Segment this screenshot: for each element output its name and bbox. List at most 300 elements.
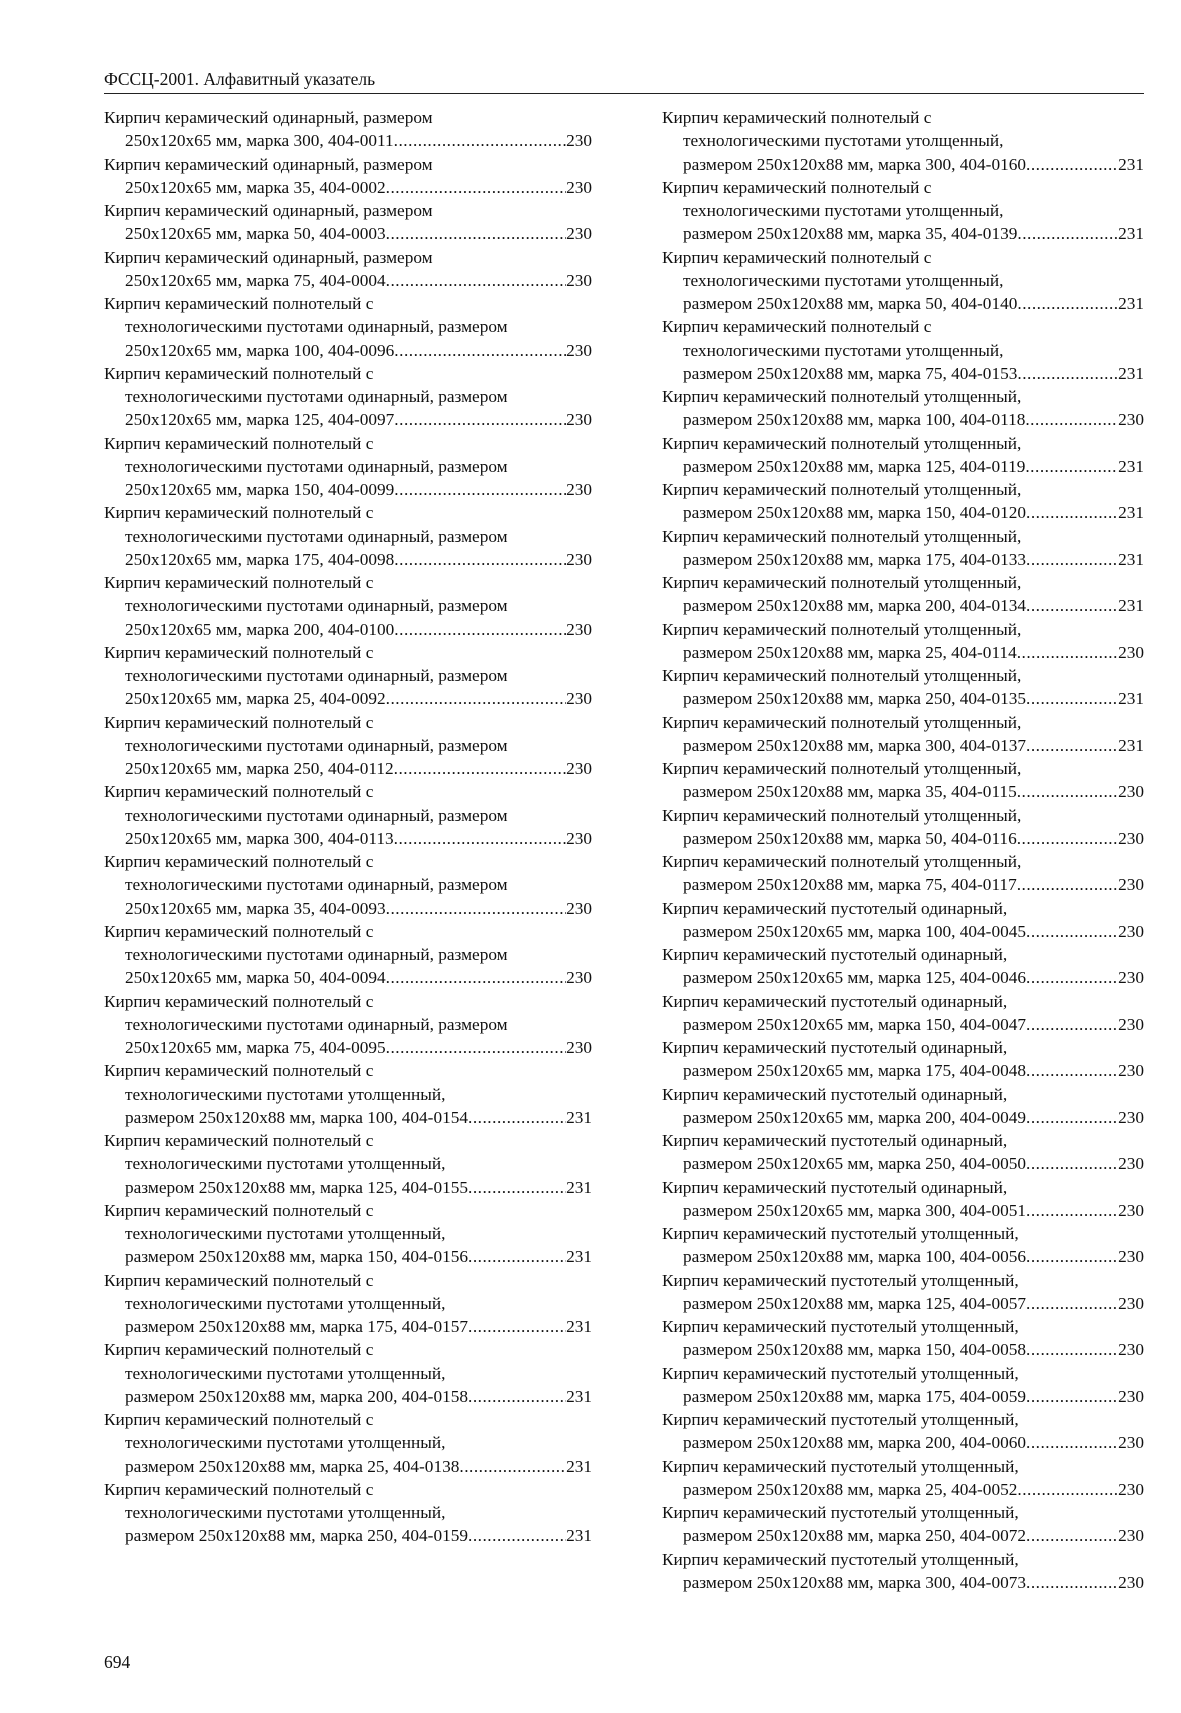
entry-page-ref: 231 [1118, 224, 1144, 244]
index-entry [662, 1315, 1144, 1362]
dot-leader [1017, 641, 1118, 664]
entry-heading: Кирпич керамический пустотелый утолщенный, [662, 1224, 1019, 1243]
entry-detail: 250x120x65 мм, марка 35, 404-0093 [125, 898, 386, 918]
entry-page-ref: 230 [1118, 1479, 1144, 1499]
dot-leader [1026, 920, 1118, 943]
dot-leader [1026, 1292, 1118, 1315]
dot-leader [1025, 455, 1118, 478]
entry-detail: размером 250x120x88 мм, марка 25, 404-0052 [683, 1479, 1018, 1499]
entry-detail: размером 250x120x88 мм, марка 300, 404-0137 [683, 735, 1027, 755]
entry-detail: размером 250x120x88 мм, марка 125, 404-0119 [683, 456, 1026, 476]
entry-detail: размером 250x120x65 мм, марка 250, 404-0050 [683, 1154, 1027, 1174]
entry-page-ref: 230 [1118, 782, 1144, 802]
entry-last-line [662, 222, 1144, 245]
dot-leader [394, 548, 566, 571]
index-entry [104, 292, 592, 362]
entry-heading: Кирпич керамический полнотелый с [104, 1061, 374, 1081]
dot-leader [394, 339, 566, 362]
entry-heading: Кирпич керамический полнотелый утолщенный, [662, 433, 1022, 453]
dot-leader [1026, 1571, 1118, 1594]
entry-detail: 250x120x65 мм, марка 75, 404-0095 [125, 1038, 386, 1057]
entry-last-line [104, 548, 592, 571]
entry-page-ref: 231 [1118, 596, 1144, 616]
entry-heading: Кирпич керамический одинарный, размером [104, 108, 433, 127]
entry-heading: Кирпич керамический полнотелый с [104, 1270, 374, 1290]
entry-page-ref: 231 [1118, 294, 1144, 313]
index-entry [662, 1501, 1144, 1548]
entry-continuation: технологическими пустотами утолщенный, [125, 1363, 446, 1383]
dot-leader [468, 1176, 566, 1199]
running-header: ФССЦ-2001. Алфавитный указатель [104, 69, 376, 89]
entry-heading: Кирпич керамический полнотелый утолщенный, [662, 759, 1022, 778]
dot-leader [1026, 1431, 1118, 1454]
index-entry [104, 199, 592, 246]
entry-last-line [104, 129, 592, 152]
entry-heading: Кирпич керамический полнотелый утолщенный, [662, 573, 1022, 592]
entry-continuation: технологическими пустотами одинарный, размером [125, 666, 508, 685]
entry-heading: Кирпич керамический полнотелый с [104, 363, 374, 383]
entry-continuation: технологическими пустотами одинарный, размером [125, 387, 508, 406]
entry-last-line [104, 1455, 592, 1478]
entry-detail: размером 250x120x88 мм, марка 100, 404-0056 [683, 1247, 1027, 1267]
entry-continuation: технологическими пустотами утолщенный, [125, 1224, 446, 1243]
entry-heading: Кирпич керамический пустотелый утолщенный, [662, 1270, 1019, 1290]
entry-heading: Кирпич керамический одинарный, размером [104, 154, 433, 174]
entry-last-line [104, 1524, 592, 1547]
entry-detail: размером 250x120x65 мм, марка 100, 404-0045 [683, 921, 1027, 941]
entry-last-line [662, 1199, 1144, 1222]
entry-page-ref: 230 [566, 480, 592, 499]
index-entry [104, 246, 592, 293]
dot-leader [394, 129, 566, 152]
entry-page-ref: 231 [1118, 154, 1144, 174]
dot-leader [386, 176, 566, 199]
dot-leader [1026, 1013, 1118, 1036]
entry-page-ref: 231 [566, 1107, 592, 1127]
entry-detail: 250x120x65 мм, марка 75, 404-0004 [125, 270, 386, 290]
dot-leader [394, 478, 566, 501]
dot-leader [1026, 1106, 1118, 1129]
index-entry [104, 1129, 592, 1199]
index-entry [104, 571, 592, 641]
entry-detail: размером 250x120x88 мм, марка 250, 404-0159 [125, 1526, 469, 1546]
dot-leader [386, 897, 566, 920]
index-entry [662, 106, 1144, 176]
entry-detail: размером 250x120x65 мм, марка 125, 404-0046 [683, 968, 1027, 988]
entry-continuation: технологическими пустотами одинарный, размером [125, 875, 508, 895]
entry-heading: Кирпич керамический полнотелый утолщенный, [662, 526, 1022, 546]
index-entry [104, 1338, 592, 1408]
entry-heading: Кирпич керамический полнотелый с [104, 1340, 374, 1360]
entry-page-ref: 230 [1118, 1340, 1144, 1360]
index-entry [662, 618, 1144, 665]
entry-detail: размером 250x120x88 мм, марка 35, 404-0115 [683, 782, 1017, 802]
entry-detail: размером 250x120x88 мм, марка 75, 404-0153 [683, 363, 1018, 383]
index-entry [662, 1269, 1144, 1316]
entry-last-line [662, 455, 1144, 478]
dot-leader [1025, 408, 1118, 431]
dot-leader [1017, 292, 1118, 315]
entry-page-ref: 231 [1118, 689, 1144, 709]
entry-last-line [662, 827, 1144, 850]
entry-continuation: технологическими пустотами одинарный, размером [125, 596, 508, 616]
index-entry [104, 1408, 592, 1478]
entry-heading: Кирпич керамический пустотелый утолщенный, [662, 1503, 1019, 1522]
entry-heading: Кирпич керамический полнотелый с [662, 247, 932, 267]
index-entry [662, 897, 1144, 944]
entry-heading: Кирпич керамический пустотелый одинарный, [662, 1177, 1008, 1197]
entry-page-ref: 230 [566, 340, 592, 360]
dot-leader [394, 757, 566, 780]
entry-heading: Кирпич керамический пустотелый утолщенный, [662, 1549, 1019, 1569]
dot-leader [1026, 1059, 1118, 1082]
entry-heading: Кирпич керамический полнотелый с [104, 1131, 374, 1150]
entry-detail: 250x120x65 мм, марка 100, 404-0096 [125, 340, 395, 360]
entry-detail: размером 250x120x65 мм, марка 150, 404-0047 [683, 1014, 1027, 1034]
dot-leader [1026, 687, 1118, 710]
entry-heading: Кирпич керамический полнотелый с [104, 852, 374, 871]
entry-heading: Кирпич керамический одинарный, размером [104, 201, 433, 220]
entry-page-ref: 230 [566, 689, 592, 709]
entry-last-line [662, 1571, 1144, 1594]
entry-heading: Кирпич керамический пустотелый одинарный, [662, 1038, 1008, 1057]
dot-leader [1026, 1245, 1118, 1268]
entry-continuation: технологическими пустотами одинарный, размером [125, 1014, 508, 1034]
entry-last-line [104, 269, 592, 292]
index-entry [662, 664, 1144, 711]
dot-leader [468, 1245, 566, 1268]
index-column-right [662, 106, 1144, 1594]
entry-last-line [662, 920, 1144, 943]
index-entry [104, 990, 592, 1060]
entry-last-line [662, 153, 1144, 176]
entry-continuation: технологическими пустотами утолщенный, [125, 1084, 446, 1104]
entry-detail: размером 250x120x65 мм, марка 200, 404-0049 [683, 1107, 1027, 1127]
dot-leader [394, 618, 566, 641]
entry-detail: 250x120x65 мм, марка 175, 404-0098 [125, 549, 395, 569]
entry-detail: 250x120x65 мм, марка 200, 404-0100 [125, 619, 395, 639]
entry-detail: 250x120x65 мм, марка 250, 404-0112 [125, 759, 394, 778]
entry-detail: размером 250x120x88 мм, марка 50, 404-0140 [683, 294, 1018, 313]
entry-last-line [662, 408, 1144, 431]
entry-detail: размером 250x120x88 мм, марка 300, 404-0073 [683, 1572, 1027, 1592]
index-entry [662, 1362, 1144, 1409]
entry-last-line [662, 501, 1144, 524]
index-entry [662, 1408, 1144, 1455]
entry-heading: Кирпич керамический полнотелый с [104, 503, 374, 523]
entry-page-ref: 231 [566, 1247, 592, 1267]
entry-detail: 250x120x65 мм, марка 35, 404-0002 [125, 177, 386, 197]
dot-leader [1026, 966, 1118, 989]
index-entry [104, 362, 592, 432]
entry-heading: Кирпич керамический полнотелый утолщенный, [662, 852, 1022, 871]
entry-detail: размером 250x120x88 мм, марка 35, 404-0139 [683, 224, 1018, 244]
entry-last-line [662, 548, 1144, 571]
index-entry [662, 1083, 1144, 1130]
entry-page-ref: 230 [566, 1038, 592, 1057]
dot-leader [468, 1106, 566, 1129]
entry-detail: размером 250x120x88 мм, марка 125, 404-0057 [683, 1293, 1027, 1313]
entry-heading: Кирпич керамический пустотелый утолщенный, [662, 1317, 1019, 1336]
index-entry [104, 153, 592, 200]
entry-page-ref: 230 [566, 828, 592, 848]
entry-last-line [662, 594, 1144, 617]
entry-last-line [662, 1013, 1144, 1036]
entry-page-ref: 230 [1118, 1386, 1144, 1406]
entry-page-ref: 230 [1118, 410, 1144, 430]
entry-detail: 250x120x65 мм, марка 50, 404-0003 [125, 224, 386, 244]
entry-last-line [662, 1106, 1144, 1129]
entry-last-line [104, 966, 592, 989]
dot-leader [1017, 1478, 1118, 1501]
dot-leader [1026, 1152, 1118, 1175]
dot-leader [394, 408, 566, 431]
dot-leader [459, 1455, 566, 1478]
entry-last-line [662, 1245, 1144, 1268]
entry-page-ref: 230 [1118, 1200, 1144, 1220]
entry-page-ref: 230 [1118, 875, 1144, 895]
dot-leader [468, 1524, 566, 1547]
entry-heading: Кирпич керамический одинарный, размером [104, 247, 433, 267]
entry-page-ref: 230 [1118, 921, 1144, 941]
entry-heading: Кирпич керамический полнотелый с [104, 921, 374, 941]
entry-detail: размером 250x120x88 мм, марка 100, 404-0118 [683, 410, 1026, 430]
entry-continuation: технологическими пустотами утолщенный, [125, 1433, 446, 1453]
entry-page-ref: 230 [1118, 1526, 1144, 1546]
entry-last-line [662, 687, 1144, 710]
entry-page-ref: 230 [1118, 1061, 1144, 1081]
entry-page-ref: 230 [566, 619, 592, 639]
entry-heading: Кирпич керамический полнотелый с [104, 1200, 374, 1220]
index-column-left [104, 106, 592, 1548]
entry-last-line [104, 1385, 592, 1408]
entry-detail: размером 250x120x65 мм, марка 300, 404-0051 [683, 1200, 1027, 1220]
entry-last-line [662, 734, 1144, 757]
entry-continuation: технологическими пустотами одинарный, размером [125, 317, 508, 337]
entry-last-line [104, 408, 592, 431]
dot-leader [386, 222, 566, 245]
entry-page-ref: 231 [1118, 549, 1144, 569]
entry-detail: размером 250x120x88 мм, марка 50, 404-0116 [683, 828, 1017, 848]
entry-last-line [662, 1385, 1144, 1408]
index-entry [104, 1269, 592, 1339]
entry-heading: Кирпич керамический полнотелый с [662, 108, 932, 127]
entry-continuation: технологическими пустотами утолщенный, [683, 340, 1004, 360]
entry-detail: 250x120x65 мм, марка 125, 404-0097 [125, 410, 395, 430]
entry-last-line [104, 1036, 592, 1059]
index-entry [104, 920, 592, 990]
entry-continuation: технологическими пустотами одинарный, размером [125, 805, 508, 825]
entry-page-ref: 230 [566, 177, 592, 197]
entry-continuation: технологическими пустотами одинарный, размером [125, 526, 508, 546]
entry-last-line [104, 618, 592, 641]
entry-page-ref: 230 [566, 898, 592, 918]
index-entry [662, 850, 1144, 897]
entry-continuation: технологическими пустотами утолщенный, [125, 1503, 446, 1522]
entry-heading: Кирпич керамический полнотелый с [104, 782, 374, 802]
dot-leader [468, 1315, 566, 1338]
dot-leader [386, 1036, 566, 1059]
entry-heading: Кирпич керамический полнотелый утолщенный, [662, 805, 1022, 825]
index-entry [104, 106, 592, 153]
entry-detail: размером 250x120x88 мм, марка 250, 404-0135 [683, 689, 1027, 709]
entry-last-line [104, 1106, 592, 1129]
entry-continuation: технологическими пустотами утолщенный, [125, 1293, 446, 1313]
entry-page-ref: 230 [1118, 1014, 1144, 1034]
entry-last-line [662, 1431, 1144, 1454]
entry-continuation: технологическими пустотами одинарный, размером [125, 945, 508, 964]
entry-detail: размером 250x120x88 мм, марка 125, 404-0155 [125, 1177, 469, 1197]
entry-page-ref: 230 [1118, 1572, 1144, 1592]
dot-leader [1026, 1385, 1118, 1408]
entry-page-ref: 230 [1118, 1154, 1144, 1174]
entry-heading: Кирпич керамический пустотелый утолщенный, [662, 1456, 1019, 1476]
entry-page-ref: 231 [566, 1317, 592, 1336]
index-entry [662, 315, 1144, 385]
entry-detail: размером 250x120x88 мм, марка 150, 404-0058 [683, 1340, 1027, 1360]
entry-heading: Кирпич керамический пустотелый утолщенный, [662, 1363, 1019, 1383]
entry-last-line [662, 641, 1144, 664]
index-entry [662, 1455, 1144, 1502]
entry-last-line [104, 687, 592, 710]
entry-heading: Кирпич керамический полнотелый утолщенный, [662, 387, 1022, 406]
entry-heading: Кирпич керамический пустотелый одинарный, [662, 1131, 1008, 1150]
dot-leader [1017, 873, 1118, 896]
index-entry [662, 478, 1144, 525]
entry-last-line [662, 1478, 1144, 1501]
entry-detail: размером 250x120x88 мм, марка 200, 404-0134 [683, 596, 1027, 616]
entry-detail: размером 250x120x88 мм, марка 300, 404-0160 [683, 154, 1027, 174]
entry-last-line [104, 478, 592, 501]
dot-leader [386, 687, 566, 710]
entry-detail: размером 250x120x88 мм, марка 25, 404-0138 [125, 1456, 460, 1476]
entry-continuation: технологическими пустотами одинарный, размером [125, 735, 508, 755]
entry-page-ref: 231 [566, 1526, 592, 1546]
index-entry [104, 1059, 592, 1129]
entry-heading: Кирпич керамический полнотелый с [104, 712, 374, 732]
index-entry [104, 780, 592, 850]
entry-last-line [662, 873, 1144, 896]
entry-page-ref: 230 [1118, 1293, 1144, 1313]
entry-heading: Кирпич керамический полнотелый с [104, 294, 374, 313]
entry-page-ref: 231 [1118, 456, 1144, 476]
index-entry [662, 990, 1144, 1037]
index-entry [104, 1199, 592, 1269]
entry-page-ref: 230 [566, 131, 592, 151]
entry-detail: размером 250x120x88 мм, марка 100, 404-0154 [125, 1107, 469, 1127]
entry-last-line [662, 292, 1144, 315]
index-entry [662, 943, 1144, 990]
index-entry [662, 711, 1144, 758]
dot-leader [1017, 222, 1118, 245]
entry-detail: размером 250x120x88 мм, марка 200, 404-0158 [125, 1386, 469, 1406]
dot-leader [386, 269, 566, 292]
entry-heading: Кирпич керамический полнотелый с [104, 573, 374, 592]
index-entry [662, 757, 1144, 804]
entry-detail: размером 250x120x88 мм, марка 175, 404-0157 [125, 1317, 469, 1336]
dot-leader [1026, 1338, 1118, 1361]
entry-heading: Кирпич керамический пустотелый утолщенный, [662, 1410, 1019, 1429]
index-entry [104, 1478, 592, 1548]
entry-heading: Кирпич керамический полнотелый утолщенный, [662, 619, 1022, 639]
entry-heading: Кирпич керамический полнотелый с [104, 642, 374, 662]
entry-last-line [662, 1059, 1144, 1082]
entry-heading: Кирпич керамический пустотелый одинарный, [662, 898, 1008, 918]
entry-detail: 250x120x65 мм, марка 300, 404-0113 [125, 828, 394, 848]
entry-page-ref: 230 [1118, 828, 1144, 848]
entry-last-line [662, 362, 1144, 385]
entry-page-ref: 231 [1118, 363, 1144, 383]
dot-leader [1026, 734, 1118, 757]
entry-heading: Кирпич керамический пустотелый одинарный, [662, 991, 1008, 1011]
entry-page-ref: 231 [1118, 735, 1144, 755]
entry-heading: Кирпич керамический полнотелый с [662, 177, 932, 197]
entry-page-ref: 230 [1118, 1433, 1144, 1453]
page-number: 694 [104, 1652, 131, 1672]
dot-leader [468, 1385, 566, 1408]
entry-heading: Кирпич керамический полнотелый утолщенный, [662, 480, 1022, 499]
entry-page-ref: 231 [1118, 503, 1144, 523]
entry-last-line [662, 1338, 1144, 1361]
entry-detail: 250x120x65 мм, марка 300, 404-0011 [125, 131, 394, 151]
dot-leader [1017, 362, 1118, 385]
entry-detail: размером 250x120x88 мм, марка 75, 404-0117 [683, 875, 1017, 895]
entry-page-ref: 230 [1118, 1107, 1144, 1127]
dot-leader [1026, 548, 1118, 571]
entry-detail: размером 250x120x88 мм, марка 200, 404-0060 [683, 1433, 1027, 1453]
entry-heading: Кирпич керамический полнотелый с [104, 1410, 374, 1429]
entry-last-line [104, 339, 592, 362]
index-entry [662, 1036, 1144, 1083]
entry-detail: размером 250x120x88 мм, марка 25, 404-0114 [683, 642, 1017, 662]
index-entry [104, 711, 592, 781]
dot-leader [394, 827, 566, 850]
entry-page-ref: 230 [566, 410, 592, 430]
entry-heading: Кирпич керамический полнотелый утолщенный, [662, 666, 1022, 685]
entry-continuation: технологическими пустотами утолщенный, [683, 201, 1004, 220]
entry-detail: 250x120x65 мм, марка 25, 404-0092 [125, 689, 386, 709]
dot-leader [1026, 594, 1118, 617]
entry-page-ref: 231 [566, 1177, 592, 1197]
index-entry [104, 850, 592, 920]
index-entry [104, 432, 592, 502]
index-entry [662, 525, 1144, 572]
header-rule [104, 93, 1144, 94]
entry-detail: 250x120x65 мм, марка 50, 404-0094 [125, 968, 386, 988]
entry-last-line [104, 1315, 592, 1338]
entry-detail: размером 250x120x88 мм, марка 150, 404-0120 [683, 503, 1027, 523]
dot-leader [1026, 1199, 1118, 1222]
dot-leader [1026, 153, 1118, 176]
entry-last-line [662, 1152, 1144, 1175]
index-entry [662, 1176, 1144, 1223]
index-entry [662, 385, 1144, 432]
index-entry [662, 176, 1144, 246]
entry-detail: 250x120x65 мм, марка 150, 404-0099 [125, 480, 395, 499]
entry-last-line [104, 827, 592, 850]
entry-heading: Кирпич керамический пустотелый одинарный, [662, 1084, 1008, 1104]
index-entry [662, 1129, 1144, 1176]
entry-last-line [104, 897, 592, 920]
entry-continuation: технологическими пустотами одинарный, размером [125, 456, 508, 476]
entry-heading: Кирпич керамический полнотелый с [104, 991, 374, 1011]
index-entry [662, 571, 1144, 618]
entry-page-ref: 230 [566, 968, 592, 988]
entry-continuation: технологическими пустотами утолщенный, [125, 1154, 446, 1174]
index-entry [662, 1548, 1144, 1595]
entry-page-ref: 230 [1118, 1247, 1144, 1267]
entry-page-ref: 231 [566, 1386, 592, 1406]
